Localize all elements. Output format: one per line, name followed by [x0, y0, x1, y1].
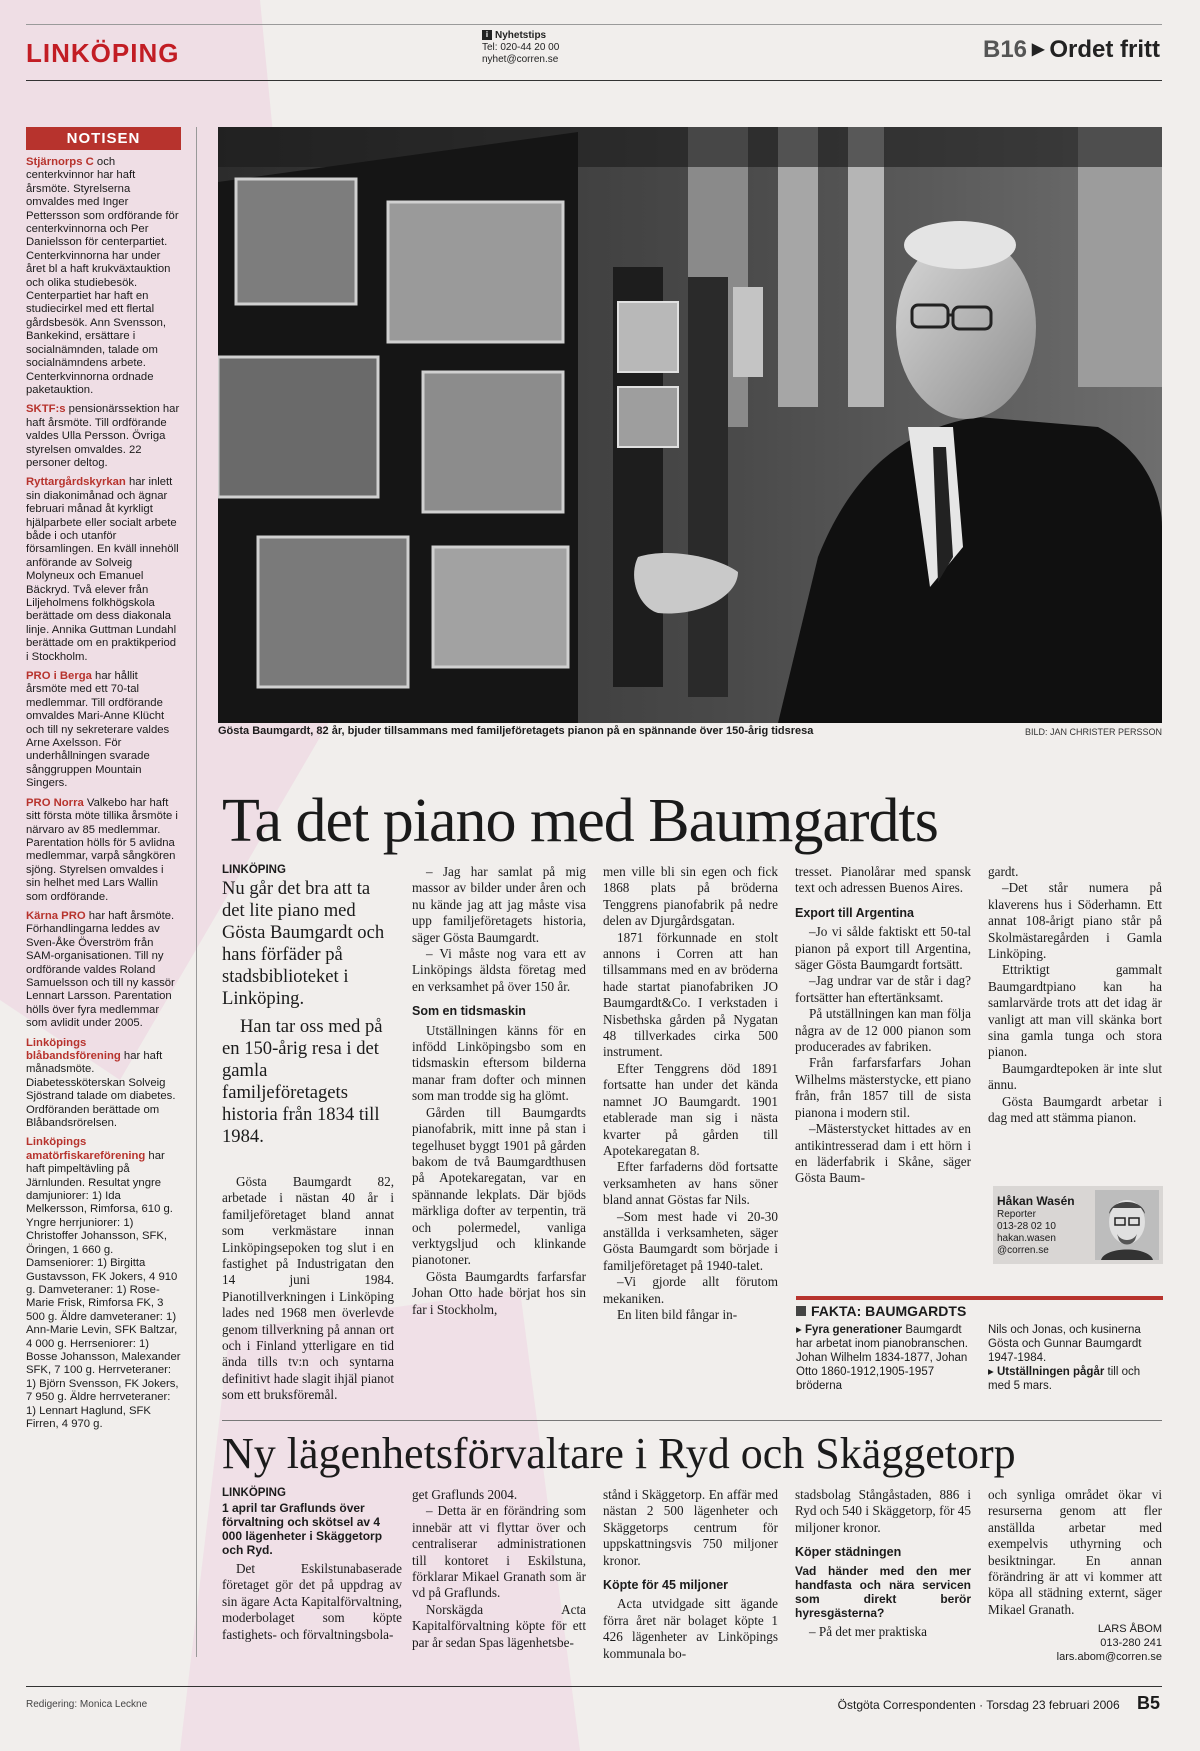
page-number: B5 [1136, 1693, 1160, 1713]
header-top-rule [26, 24, 1162, 25]
article2-col-1: LINKÖPING 1 april tar Graflunds över förvaltning och skötsel av 4 000 lägenheter i Skäggetorp och Ryd. Det Eskilstunabaserade företaget gör det på uppdrag av sin ägare Acta Kapitalförvaltning, moderbolaget som köpte fastighets- och förvaltningsbola- [222, 1487, 402, 1642]
issue-date: Torsdag 23 februari 2006 [986, 1698, 1120, 1712]
notice-item: Kärna PRO har haft årsmöte. Förhandlingarna leddes av Sven-Åke Överström från SAM-organisationen. Till ny ordförande valdes Roland Samuelsson och till ny kassör Lennart Larsson. Parentation hölls över fyra medlemmar som avlidit under 2005. [26, 909, 175, 1030]
fact-box-title: FAKTA: BAUMGARDTS [811, 1303, 967, 1319]
article2-col-5: och synliga området ökar vi resurserna genom att fler anställda arbetar med exempelvis uthyrning och besiktningar. En annan förändring är att vi kommer att köpa all städning externt, säger Mikael Granath. LARS ÅBOM 013-280 241 lars.abom@corren.se [988, 1487, 1162, 1664]
article2-col-3: stånd i Skäggetorp. En affär med nästan 2 500 lägenheter och Skäggetorps centrum för uppskattningsvis 750 miljoner kronor. Köpte för 45 miljoner Acta utvidgade sitt ägande förra året när bolaget köpte 1 426 lägenheter av Linköpings kommunala bo- [603, 1487, 778, 1661]
subheading: Köper städningen [795, 1545, 902, 1560]
body-paragraph: Gösta Baumgardt 82, arbetade i nästan 40 år i familjeföretaget bland annat som verkmästare innan Linköpingsepoken tog slut i en fastighet på Industrigatan den 14 juni 1984. Pianotillverkningen i Linköping lades ned 1968 men överlevde genom tillverkning på annan ort och i Finland ytterligare en tid ända tills tv:n och syntarna definitivt hade slagit ihjäl pianot som ett bruksföremål. [222, 1174, 394, 1403]
page-section: Ordet fritt [1049, 36, 1160, 63]
photo-credit: BILD: JAN CHRISTER PERSSON [1024, 727, 1162, 737]
play-arrow-icon: ▶ [1032, 41, 1045, 58]
notisen-column [26, 156, 181, 1437]
author-signature: LARS ÅBOM 013-280 241 lars.abom@corren.se [1056, 1623, 1162, 1664]
article-col-4: tresset. Pianolårar med spansk text och adressen Buenos Aires. Export till Argentina –Jo vi sålde faktiskt ett 50-tal pianon på export till Argentina, säger Gösta Baumgardt fortsätt. –Jag undrar var de står i dag? fortsätter han eftertänksamt. På utställningen kan man följa några av de 12 000 pianon som producerades av fabriken. Från farfarsfarfars Johan Wilhelms mästerstycke, ett piano från, från 1857 till de sista pianona i modern stil. –Mästerstycket hittades av en antikintresserad dam i ett hörn i en läderfabrik i Skåne, säger Gösta Baum- [795, 864, 971, 1186]
article-col-1 [222, 864, 394, 1404]
article-separator [222, 1420, 1162, 1421]
subheading: Köpte för 45 miljoner [603, 1578, 729, 1593]
article-col-5: gardt. –Det står numera på klaverens hus i Söderhamn. Ett annat 108-årigt piano står på Skolmästaregården i Gamla Linköping. Ettriktigt gammalt Baumgardtpiano kan ha samlarvärde trots att det idag är vanligt att man vill skänka bort sina gamla tunga och stora pianon. Baumgardtepoken är inte slut ännu. Gösta Baumgardt arbetar i dag med att stämma pianon. [988, 864, 1162, 1126]
footer-paper: Östgöta Correspondenten · Torsdag 23 februari 2006 B5 [837, 1693, 1160, 1713]
subheading: Som en tidsmaskin [412, 1004, 526, 1019]
article2-col-2: get Graflunds 2004. – Detta är en förändring som innebär att vi flyttar över och centraliserar administrationen till kontoret i Eskilstuna, förklarar Mikael Granath som är vd på Graflunds. Norskägda Acta Kapitalförvaltning köpte för ett par år sedan Spas lägenhetsbe- [412, 1487, 586, 1650]
page-code: B16 [982, 36, 1028, 63]
dateline: LINKÖPING [222, 864, 286, 876]
reporter-avatar [1095, 1190, 1159, 1260]
header-bottom-rule [26, 80, 1162, 81]
notice-item: Stjärnorps C och centerkvinnor har haft årsmöte. Styrelserna omvaldes med Inger Pettersson som ordförande för centerkvinnorna och Per Danielsson för centerpartiet. Centerkvinnorna har under året bl a haft krukväxtauktion och olika studiebesök. Centerpartiet har haft en studiecirkel med ett flertal gårdsbesök. Ann Svensson, Bankekind, ersättare i socialnämnden, talade om socialnämndens arbete. Centerkvinnorna ordnade paketauktion. [26, 156, 179, 396]
subheading: Export till Argentina [795, 905, 914, 920]
column-divider [196, 127, 197, 1657]
main-photo [218, 127, 1162, 723]
reporter-byline: Håkan Wasén Reporter 013-28 02 10 hakan.wasen @corren.se [993, 1186, 1163, 1264]
notice-item: SKTF:s pensionärssektion har haft årsmöte. Till ordförande valdes Ulla Persson. Övriga styrelsen omvaldes. 22 personer deltog. [26, 403, 180, 469]
section-title: LINKÖPING [26, 38, 180, 68]
article-headline: Ta det piano med Baumgardts [222, 787, 938, 855]
photo-caption: Gösta Baumgardt, 82 år, bjuder tillsammans med familjeföretagets pianon på en spännande över 150-årig tidsresa [218, 725, 814, 737]
notisen-title: NOTISEN [26, 127, 181, 150]
fact-box: FAKTA: BAUMGARDTS ▸ Fyra generationer Baumgardt har arbetat inom pianobranschen. Johan Wilhelm 1834-1877, Johan Otto 1860-1912,1905-1957 bröderna Nils och Jonas, och kusinerna Gösta och Gunnar Baumgardt 1947-1984. ▸ Utställningen pågår till och med 5 mars. [796, 1296, 1163, 1323]
notice-item: Linköpings blåbandsförening har haft månadsmöte. Diabetessköterskan Solveig Sjöstrand talade om diabetes. Ordföranden berättade om Blåbandsrörelsen. [26, 1036, 176, 1130]
ingress: Nu går det bra att ta det lite piano med Gösta Baumgardt och hans förfäder på stadsbiblioteket i Linköping. Han tar oss med på en 150-årig resa i det gamla familjeföretagets historia från 1834 till 1984. [222, 878, 385, 1147]
notice-item: PRO Norra Valkebo har haft sitt första möte tillika årsmöte i närvaro av 85 medlemmar. Parentation hölls för 5 avlidna medlemmar, varpå sångkören sjöng. Styrelsen omvaldes i sin helhet med Lars Wallin som ordförande. [26, 796, 178, 903]
article2-col-4: stadsbolag Stångåstaden, 886 i Ryd och 540 i Skäggetorp, för 45 miljoner kronor. Köper städningen Vad händer med den mer handfasta och nära servicen som direkt berör hyresgästerna? – På det mer praktiska [795, 1487, 971, 1639]
editor-credit: Redigering: Monica Leckne [26, 1699, 148, 1710]
notice-item: Linköpings amatörfiskareförening har haft pimpeltävling på Järnlunden. Resultat yngre damjuniorer: 1) Ida Melkersson, Rimforsa, 610 g. Yngre herrjuniorer: 1) Christoffer Johansson, SFK, Öringen, 1 660 g. Damseniorer: 1) Birgitta Gustavsson, FK Jokers, 4 910 g. Damveteraner: 1) Rose-Marie Frisk, Rimforsa FK, 3 500 g. Äldre damveteraner: 1) Ann-Marie Levin, SFK Baltzar, 4 000 g. Herrseniorer: 1) Bosse Johansson, Malexander SFK, 7 100 g. Herrveteraner: 1) Björn Svensson, FK Jokers, 7 950 g. Äldre herrveteraner: 1) Lennart Haglund, SFK Firren, 4 970 g. [26, 1136, 181, 1430]
article2-headline: Ny lägenhetsförvaltare i Ryd och Skäggetorp [222, 1429, 1016, 1478]
tips-phone: Tel: 020-44 20 00 [482, 42, 560, 53]
reporter-name: Håkan Wasén [997, 1194, 1075, 1208]
notice-item: Ryttargårdskyrkan har inlett sin diakonimånad och ägnar februari månad åt kyrkligt hjälparbete eller socialt arbete både i och utanför församlingen. En kväll innehöll anförande av Solveig Molyneux och Emanuel Bäckryd. Två elever från Liljeholmens folkhögskola berättade om dess diakonala linje. Annika Guttman Lundahl berättade om en praktikperiod i Stockholm. [26, 476, 179, 663]
tips-email: nyhet@corren.se [482, 54, 559, 65]
article-col-3: men ville bli sin egen och fick 1868 plats på bröderna Tenggrens pianofabrik på nedre delen av Djurgårdsgatan. 1871 förkunnade en stolt annons i Corren att han tillsammans med en av bröderna hade startat pianofabriken JO Baumgardt&Co. I verkstaden i Nisbethska gården på Nygatan 48 tillverkades cirka 500 instrument. Efter Tenggrens död 1891 fortsatte han under det kända namnet JO Baumgardt. 1901 etablerade man sig i nästa kvarter på gården till Apotekaregatan 8. Efter farfaderns död fortsatte verksamheten av hans söner bland annat Göstas far Nils. –Som mest hade vi 20-30 anställda i verksamheten, säger Gösta Baumgardt som började i familjeföretaget på 1940-talet. –Vi gjorde allt förutom mekaniken. En liten bild fångar in- [603, 864, 778, 1322]
article-col-2: – Jag har samlat på mig massor av bilder under åren och nu kände jag att jag måste visa upp familjeföretagets historia, säger Gösta Baumgardt. – Vi måste nog vara ett av Linköpings äldsta företag med en verksamhet på över 150 år. Som en tidsmaskin Utställningen känns för en infödd Linköpingsbo som en tidsmaskin eftersom bilderna manar fram dofter och minnen som man trodde sig ha glömt. Gården till Baumgardts pianofabrik, mitt inne på stan i tegelhuset byggt 1901 på gården bakom de två Baumgardthusen på Apotekaregatan, var en spännande lekplats. Där bjöds märkliga dofter av terpentin, trä och polermedel, vanliga verktygsljud och klinkande pianotoner. Gösta Baumgardts farfarsfar Johan Otto hade börjat hos sin far i Stockholm, [412, 864, 586, 1317]
page-id [983, 36, 1160, 64]
article2-ingress: 1 april tar Graflunds över förvaltning och skötsel av 4 000 lägenheter i Skäggetorp och Ryd. [222, 1501, 383, 1557]
footer-rule [26, 1686, 1162, 1687]
news-tips: i Nyhetstips Tel: 020-44 20 00 nyhet@corren.se [482, 30, 560, 65]
paper-name: Östgöta Correspondenten [837, 1698, 976, 1712]
info-icon: i [482, 30, 492, 40]
notice-item: PRO i Berga har hållit årsmöte med ett 70-tal medlemmar. Till ordförande omvaldes Mari-Anne Klücht och till ny sekreterare valdes Arne Axelsson. För underhållningen svarade sånggruppen Mountain Singers. [26, 670, 170, 790]
square-icon [796, 1306, 806, 1316]
